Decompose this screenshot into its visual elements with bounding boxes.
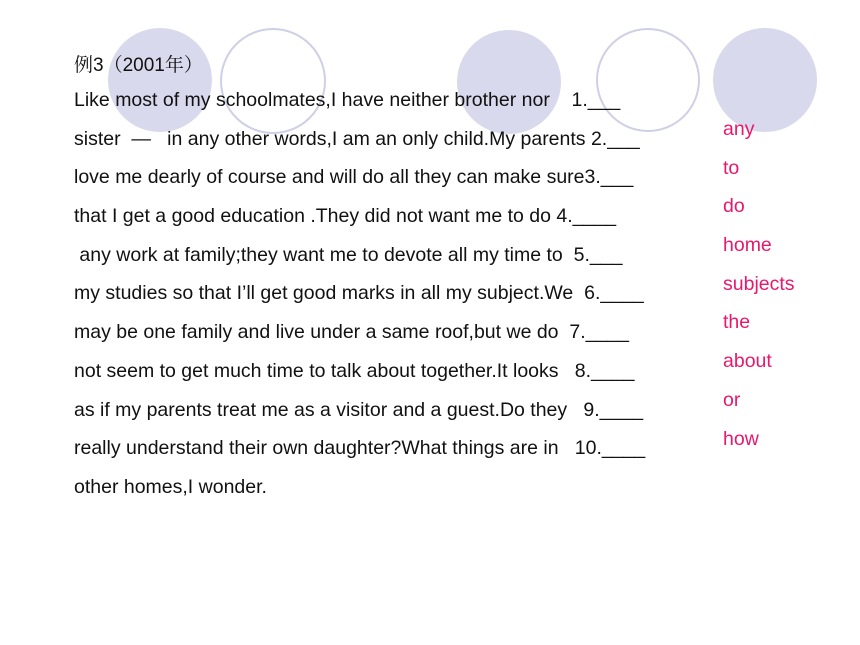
passage-line: other homes,I wonder. [74, 475, 267, 498]
passage-line: may be one family and live under a same roof,but we do 7.____ [74, 321, 629, 344]
answer-item: the [723, 311, 751, 334]
passage-line: any work at family;they want me to devote all my time to 5.___ [74, 243, 623, 266]
answer-item: how [723, 427, 759, 450]
answer-item: or [723, 388, 741, 411]
passage-line: sister — in any other words,I am an only child.My parents 2.___ [74, 127, 640, 150]
answer-item: home [723, 234, 772, 257]
answer-item: about [723, 350, 772, 373]
passage-line: Like most of my schoolmates,I have neither brother nor 1.___ [74, 89, 621, 111]
passage-line: as if my parents treat me as a visitor and a guest.Do they 9.____ [74, 398, 644, 421]
passage-line: really understand their own daughter?What things are in 10.____ [74, 437, 646, 460]
answer-item: any [723, 118, 755, 140]
passage-line: my studies so that I’ll get good marks in all my subject.We 6.____ [74, 282, 644, 305]
passage-line: that I get a good education .They did not want me to do 4.____ [74, 205, 617, 228]
passage-line: not seem to get much time to talk about together.It looks 8.____ [74, 359, 635, 382]
passage-line: love me dearly of course and will do all they can make sure3.___ [74, 166, 634, 189]
answer-item: do [723, 195, 745, 218]
answer-item: subjects [723, 272, 795, 295]
answer-list [723, 115, 795, 463]
example-heading: 例3（2001年） [74, 55, 203, 76]
answer-item: to [723, 156, 740, 179]
passage-text [74, 86, 714, 512]
